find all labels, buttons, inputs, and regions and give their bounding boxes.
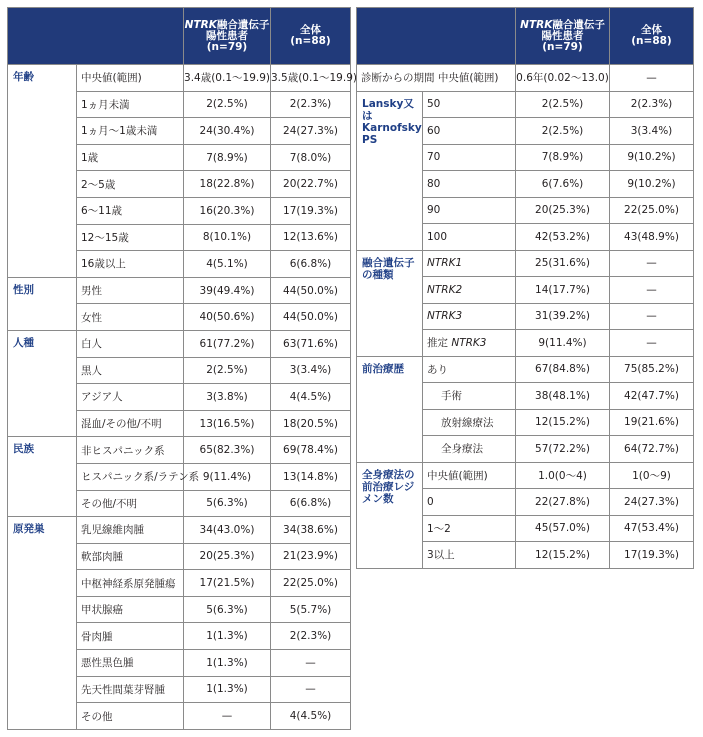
row-label: 3以上 — [423, 542, 516, 569]
ntrk-value: 1.0(0〜4) — [516, 462, 610, 489]
ntrk-value: 9(11.4%) — [516, 330, 610, 357]
header-ntrk: NTRK融合遺伝子陽性患者 (n=79) — [184, 8, 271, 65]
ntrk-value: 45(57.0%) — [516, 515, 610, 542]
ntrk-value: 4(5.1%) — [184, 251, 271, 278]
category-label: 性別 — [8, 277, 77, 330]
all-value: 22(25.0%) — [271, 570, 351, 597]
all-value: 47(53.4%) — [610, 515, 694, 542]
row-label — [423, 303, 516, 330]
ntrk-value: 16(20.3%) — [184, 197, 271, 224]
row-label — [423, 250, 516, 277]
header-blank — [8, 8, 184, 65]
all-value: — — [610, 303, 694, 330]
all-value: 2(2.3%) — [271, 91, 351, 118]
all-value: 4(4.5%) — [271, 703, 351, 730]
all-value: 17(19.3%) — [271, 197, 351, 224]
row-label: 2〜5歳 — [77, 171, 184, 198]
header-ntrk: NTRK融合遺伝子陽性患者 (n=79) — [516, 8, 610, 65]
ntrk-value: 65(82.3%) — [184, 437, 271, 464]
ntrk-value: 6(7.6%) — [516, 171, 610, 198]
demographics-table-right — [356, 7, 694, 569]
all-value: 24(27.3%) — [610, 489, 694, 516]
ntrk-value: 42(53.2%) — [516, 224, 610, 251]
all-value: 9(10.2%) — [610, 144, 694, 171]
all-value: 7(8.0%) — [271, 144, 351, 171]
all-value: — — [271, 676, 351, 703]
row-label: 非ヒスパニック系 — [77, 437, 184, 464]
row-label: 手術 — [423, 383, 516, 410]
row-label: 100 — [423, 224, 516, 251]
row-label — [423, 330, 516, 357]
ntrk-value: 61(77.2%) — [184, 330, 271, 357]
row-label: 黒人 — [77, 357, 184, 384]
all-value: 24(27.3%) — [271, 118, 351, 145]
row-label: 中央値(範囲) — [423, 462, 516, 489]
row-label-prefix: 推定 — [427, 337, 452, 350]
all-value: 13(14.8%) — [271, 463, 351, 490]
category-label: 全身療法の前治療レジメン数 — [357, 462, 423, 568]
ntrk-value: 3.4歳(0.1〜19.9) — [184, 65, 271, 92]
ntrk-value: 34(43.0%) — [184, 517, 271, 544]
ntrk-value: 7(8.9%) — [516, 144, 610, 171]
row-label: 悪性黒色腫 — [77, 650, 184, 677]
ntrk-value: 3(3.8%) — [184, 384, 271, 411]
row-label: 16歳以上 — [77, 251, 184, 278]
ntrk-value: 12(15.2%) — [516, 409, 610, 436]
gene-name: NTRK3 — [427, 310, 463, 323]
ntrk-value: 14(17.7%) — [516, 277, 610, 304]
header-blank — [357, 8, 516, 65]
ntrk-value: 22(27.8%) — [516, 489, 610, 516]
row-label: 甲状腺癌 — [77, 596, 184, 623]
ntrk-value: 17(21.5%) — [184, 570, 271, 597]
gene-name: NTRK3 — [451, 337, 487, 350]
all-value: 64(72.7%) — [610, 436, 694, 463]
category-label: 融合遺伝子の種類 — [357, 250, 423, 356]
table-row — [8, 437, 351, 464]
category-label: 民族 — [8, 437, 77, 517]
all-value: 3(3.4%) — [271, 357, 351, 384]
gene-name: NTRK2 — [427, 283, 463, 296]
table-row — [8, 277, 351, 304]
ntrk-value: 2(2.5%) — [516, 118, 610, 145]
ntrk-value: 25(31.6%) — [516, 250, 610, 277]
row-label: あり — [423, 356, 516, 383]
all-value: 34(38.6%) — [271, 517, 351, 544]
header-all: 全体 (n=88) — [271, 8, 351, 65]
category-label: Lansky又はKarnofsky PS — [357, 91, 423, 250]
ntrk-value: 40(50.6%) — [184, 304, 271, 331]
ntrk-value: 31(39.2%) — [516, 303, 610, 330]
ntrk-value: 39(49.4%) — [184, 277, 271, 304]
ntrk-value: 12(15.2%) — [516, 542, 610, 569]
ntrk-value: 18(22.8%) — [184, 171, 271, 198]
row-label: 骨肉腫 — [77, 623, 184, 650]
row-label: 中央値(範囲) — [77, 65, 184, 92]
row-label: その他 — [77, 703, 184, 730]
category-label: 前治療歴 — [357, 356, 423, 462]
diagnosis-ntrk-value: 0.6年(0.02〜13.0) — [516, 65, 610, 92]
all-value: 3(3.4%) — [610, 118, 694, 145]
row-label: 先天性間葉芽腎腫 — [77, 676, 184, 703]
row-label: 乳児線維肉腫 — [77, 517, 184, 544]
diagnosis-row — [357, 65, 694, 92]
row-label: 50 — [423, 91, 516, 118]
ntrk-value: 7(8.9%) — [184, 144, 271, 171]
all-value: 18(20.5%) — [271, 410, 351, 437]
ntrk-value: 2(2.5%) — [516, 91, 610, 118]
row-label: 80 — [423, 171, 516, 198]
gene-name: NTRK1 — [427, 257, 463, 270]
row-label: 中枢神経系原発腫瘍 — [77, 570, 184, 597]
all-value: 19(21.6%) — [610, 409, 694, 436]
all-value: 4(4.5%) — [271, 384, 351, 411]
row-label: 1歳 — [77, 144, 184, 171]
all-value: 75(85.2%) — [610, 356, 694, 383]
ntrk-value: 5(6.3%) — [184, 596, 271, 623]
ntrk-value: 24(30.4%) — [184, 118, 271, 145]
row-label: 1〜2 — [423, 515, 516, 542]
all-value: 17(19.3%) — [610, 542, 694, 569]
ntrk-value: 1(1.3%) — [184, 650, 271, 677]
diagnosis-label: 診断からの期間 中央値(範囲) — [357, 65, 516, 92]
ntrk-value: 13(16.5%) — [184, 410, 271, 437]
row-label: 0 — [423, 489, 516, 516]
all-value: 63(71.6%) — [271, 330, 351, 357]
diagnosis-all-value: — — [610, 65, 694, 92]
all-value: 43(48.9%) — [610, 224, 694, 251]
all-value: 22(25.0%) — [610, 197, 694, 224]
all-value: — — [271, 650, 351, 677]
all-value: 12(13.6%) — [271, 224, 351, 251]
ntrk-value: 8(10.1%) — [184, 224, 271, 251]
table-row — [357, 462, 694, 489]
all-value: 44(50.0%) — [271, 304, 351, 331]
all-value: 44(50.0%) — [271, 277, 351, 304]
table-row — [357, 250, 694, 277]
category-label: 人種 — [8, 330, 77, 436]
row-label: ヒスパニック系/ラテン系 — [77, 463, 184, 490]
ntrk-value: 38(48.1%) — [516, 383, 610, 410]
table-row — [357, 356, 694, 383]
ntrk-value: 20(25.3%) — [516, 197, 610, 224]
row-label: 放射線療法 — [423, 409, 516, 436]
ntrk-value: 67(84.8%) — [516, 356, 610, 383]
all-value: 5(5.7%) — [271, 596, 351, 623]
ntrk-value: 1(1.3%) — [184, 623, 271, 650]
row-label — [423, 277, 516, 304]
demographics-table-left — [7, 7, 357, 730]
table-row — [8, 330, 351, 357]
all-value: 2(2.3%) — [271, 623, 351, 650]
all-value: 2(2.3%) — [610, 91, 694, 118]
all-value: — — [610, 277, 694, 304]
all-value: 1(0〜9) — [610, 462, 694, 489]
row-label: 全身療法 — [423, 436, 516, 463]
row-label: 混血/その他/不明 — [77, 410, 184, 437]
ntrk-value: 20(25.3%) — [184, 543, 271, 570]
ntrk-value: 57(72.2%) — [516, 436, 610, 463]
all-value: 69(78.4%) — [271, 437, 351, 464]
category-label: 原発巣 — [8, 517, 77, 730]
row-label: アジア人 — [77, 384, 184, 411]
row-label: 60 — [423, 118, 516, 145]
ntrk-value: — — [184, 703, 271, 730]
row-label: 12〜15歳 — [77, 224, 184, 251]
ntrk-value: 2(2.5%) — [184, 357, 271, 384]
row-label: 6〜11歳 — [77, 197, 184, 224]
row-label: 女性 — [77, 304, 184, 331]
all-value: — — [610, 330, 694, 357]
row-label: 軟部肉腫 — [77, 543, 184, 570]
all-value: 9(10.2%) — [610, 171, 694, 198]
table-row — [357, 91, 694, 118]
table-row — [8, 65, 351, 92]
all-value: 3.5歳(0.1〜19.9) — [271, 65, 351, 92]
ntrk-value: 9(11.4%) — [184, 463, 271, 490]
all-value: 20(22.7%) — [271, 171, 351, 198]
row-label: 1ヵ月〜1歳未満 — [77, 118, 184, 145]
row-label: 男性 — [77, 277, 184, 304]
ntrk-value: 2(2.5%) — [184, 91, 271, 118]
all-value: 21(23.9%) — [271, 543, 351, 570]
row-label: 90 — [423, 197, 516, 224]
row-label: その他/不明 — [77, 490, 184, 517]
header-all: 全体 (n=88) — [610, 8, 694, 65]
all-value: 6(6.8%) — [271, 251, 351, 278]
ntrk-value: 5(6.3%) — [184, 490, 271, 517]
all-value: — — [610, 250, 694, 277]
ntrk-value: 1(1.3%) — [184, 676, 271, 703]
row-label: 70 — [423, 144, 516, 171]
category-label: 年齢 — [8, 65, 77, 278]
all-value: 6(6.8%) — [271, 490, 351, 517]
table-row — [8, 517, 351, 544]
all-value: 42(47.7%) — [610, 383, 694, 410]
row-label: 白人 — [77, 330, 184, 357]
row-label: 1ヵ月未満 — [77, 91, 184, 118]
